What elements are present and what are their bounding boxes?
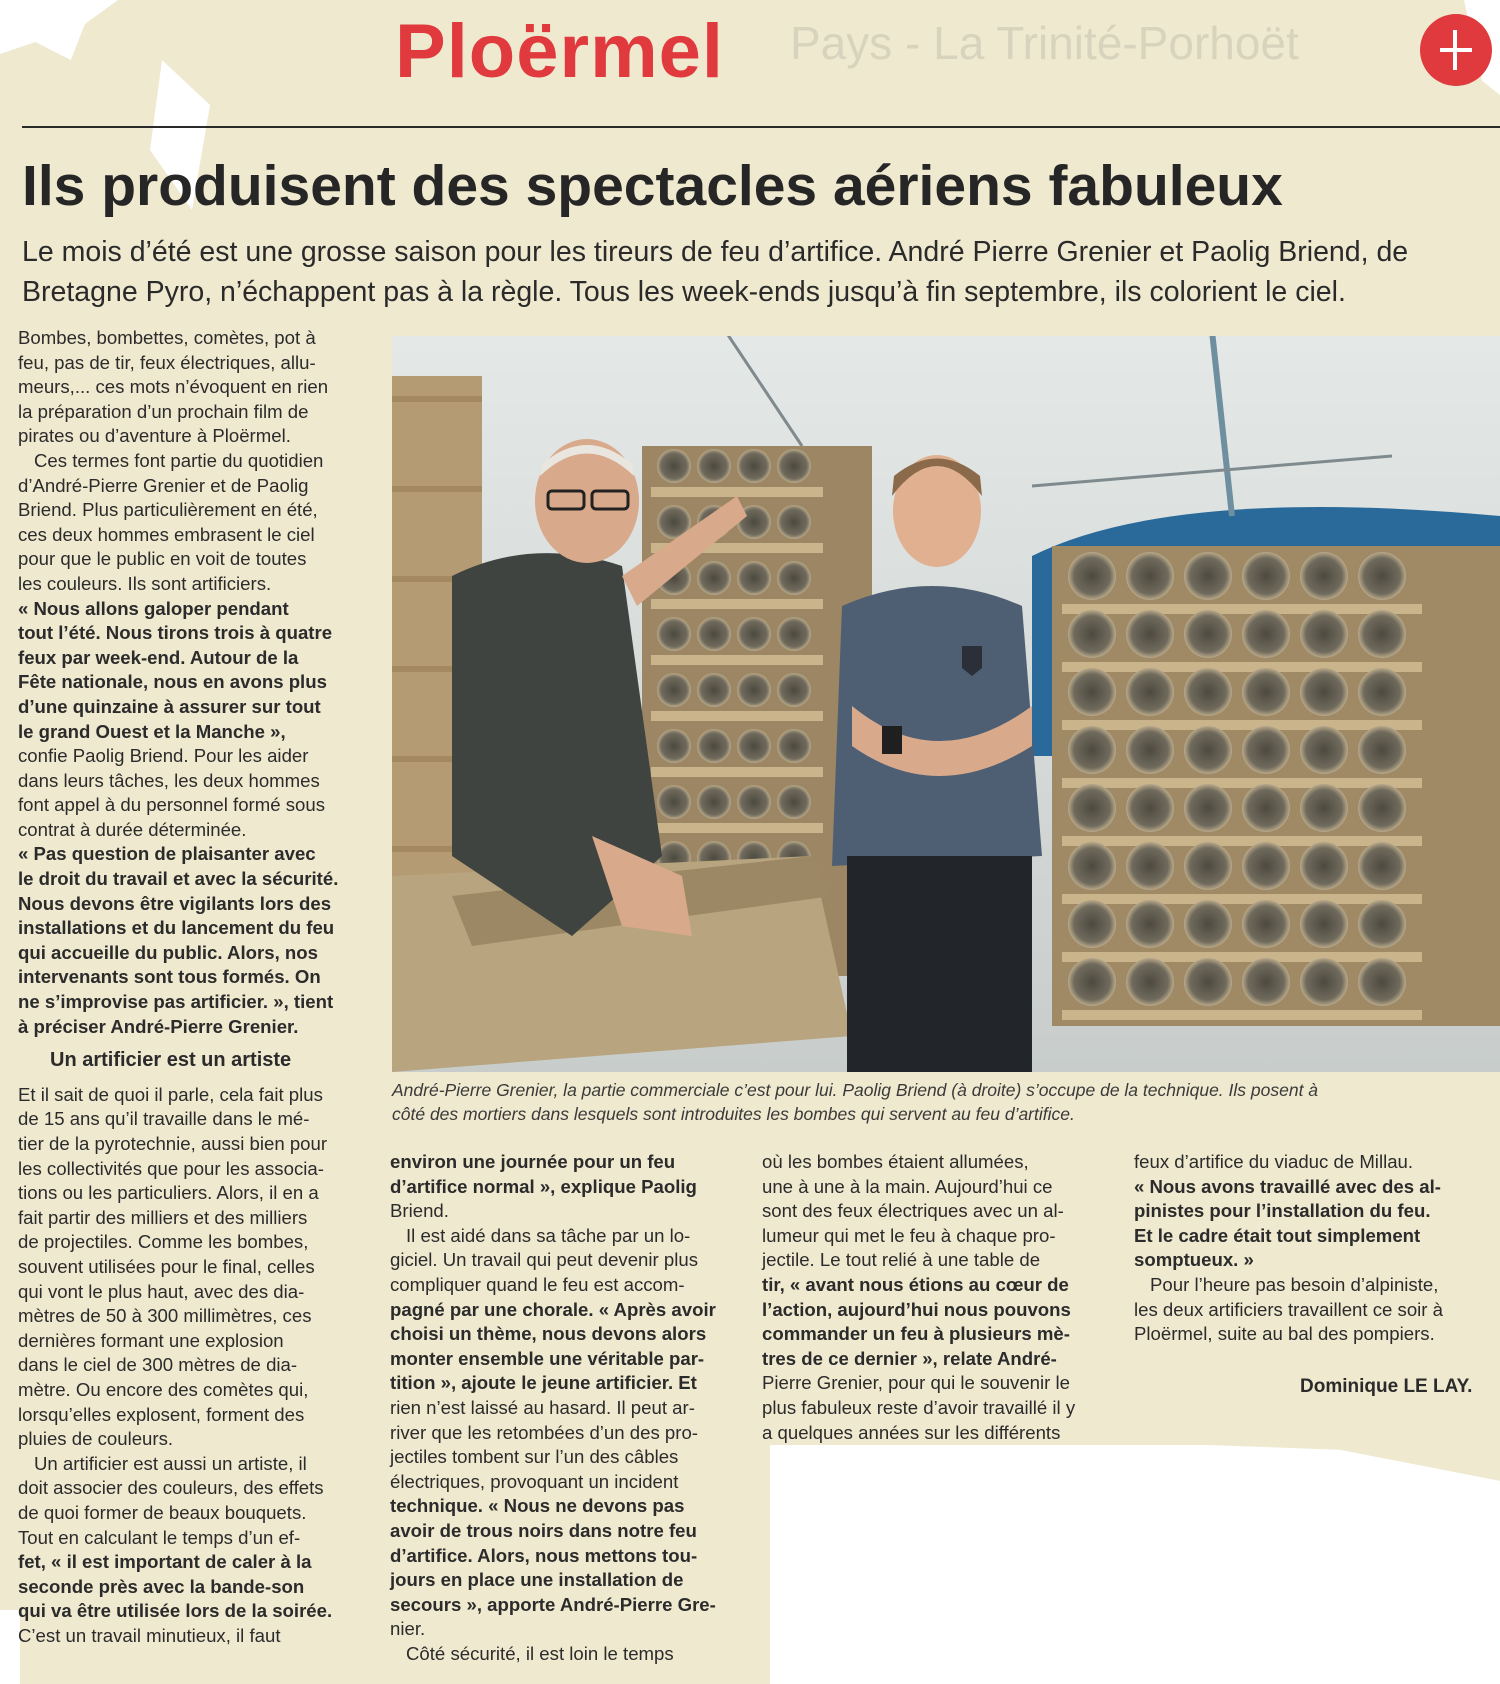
text-line: tres de ce dernier », relate André-	[762, 1347, 1057, 1369]
mortar-tube	[1184, 958, 1232, 1006]
text-line: souvent utilisées pour le final, celles	[18, 1255, 315, 1277]
lead-line: Le mois d’été est une grosse saison pour les tireurs de feu d’artifice. André Pierre Grenier et Paolig Briend, de	[22, 236, 1409, 268]
mortar-tube	[1300, 784, 1348, 832]
text-line: où les bombes étaient allumées,	[762, 1151, 1029, 1172]
text-line: environ une journée pour un feu	[390, 1151, 676, 1172]
text-line: « Pas question de plaisanter avec	[18, 843, 316, 865]
article-column-1	[18, 326, 366, 1648]
text-line: pinistes pour l’installation du feu.	[1134, 1200, 1431, 1222]
mortar-tube	[737, 785, 771, 819]
mortar-tube	[1184, 726, 1232, 774]
paragraph	[18, 744, 366, 842]
text-line: d’artifice normal », explique Paolig	[390, 1175, 697, 1197]
text-line: le droit du travail et avec la sécurité.	[18, 868, 339, 890]
bleed-through-text: Pays - La Trinité-Porhoët	[790, 17, 1299, 69]
text-line: ces deux hommes embrasent le ciel	[18, 523, 315, 545]
mortar-tube	[697, 449, 731, 483]
text-line: avoir de trous noirs dans notre feu	[390, 1519, 697, 1541]
mortar-tube	[1242, 552, 1290, 600]
subheading: Un artificier est un artiste	[50, 1049, 292, 1072]
text-line: d’artifice. Alors, nous mettons tou-	[390, 1544, 698, 1566]
mortar-tube	[1126, 552, 1174, 600]
text-line: mètres de 50 à 300 millimètres, ces	[18, 1305, 312, 1327]
text-line: de projectiles. Comme les bombes,	[18, 1231, 309, 1253]
mortar-tube	[697, 561, 731, 595]
text-line: plus fabuleux reste d’avoir travaillé il y	[762, 1396, 1076, 1418]
mortar-tube	[1184, 668, 1232, 716]
text-line: le grand Ouest et la Manche »,	[18, 720, 286, 742]
text-line: les collectivités que pour les associa-	[18, 1157, 324, 1179]
text-line: Nous devons être vigilants lors des	[18, 892, 332, 914]
quote-paragraph	[18, 842, 366, 1039]
text-line: Et le cadre était tout simplement	[1134, 1224, 1421, 1246]
text-line: Ploërmel, suite au bal des pompiers.	[1134, 1323, 1435, 1345]
article-photo	[392, 336, 1500, 1072]
text-line: nier.	[390, 1618, 426, 1640]
mortar-tube	[1358, 958, 1406, 1006]
text-line: dernières formant une explosion	[18, 1329, 284, 1351]
mortar-tube	[1242, 610, 1290, 658]
mortar-tube	[737, 673, 771, 707]
mortar-tube	[1068, 900, 1116, 948]
text-line: feux par week-end. Autour de la	[18, 646, 299, 668]
mortar-tube	[657, 673, 691, 707]
mortar-tube	[1358, 726, 1406, 774]
text-line: Bombes, bombettes, comètes, pot à	[18, 327, 316, 348]
mortar-tube	[1300, 610, 1348, 658]
mortar-tube	[737, 617, 771, 651]
mortar-tube	[1358, 668, 1406, 716]
mortar-tube	[657, 617, 691, 651]
mortar-tube	[1300, 958, 1348, 1006]
author-signature: Dominique LE LAY.	[1300, 1376, 1473, 1397]
crate-slat	[1062, 720, 1422, 730]
text-line: Pierre Grenier, pour qui le souvenir le	[762, 1372, 1070, 1394]
mortar-tube	[1126, 668, 1174, 716]
mortar-tube	[697, 785, 731, 819]
text-line: choisi un thème, nous devons alors	[390, 1323, 707, 1345]
mortar-tube	[1242, 668, 1290, 716]
mortar-tube	[737, 561, 771, 595]
text-line: ne s’improvise pas artificier. », tient	[18, 991, 334, 1013]
mortar-tube	[737, 449, 771, 483]
text-line: lorsqu’elles explosent, forment des	[18, 1403, 305, 1425]
crate-slat	[1062, 894, 1422, 904]
torn-edge	[770, 1445, 1500, 1684]
text-line: giciel. Un travail qui peut devenir plus	[390, 1249, 698, 1271]
text-line: feu, pas de tir, feux électriques, allu-	[18, 351, 316, 373]
text-line: somptueux. »	[1134, 1249, 1254, 1271]
text-line: les deux artificiers travaillent ce soir à	[1134, 1298, 1443, 1320]
mortar-tube	[777, 673, 811, 707]
text-line: secours », apporte André-Pierre Gre-	[390, 1593, 716, 1615]
crate-slat	[1062, 662, 1422, 672]
crate-slat	[1062, 778, 1422, 788]
mortar-tube	[1242, 958, 1290, 1006]
text-line: d’André-Pierre Grenier et de Paolig	[18, 474, 309, 496]
text-line: d’une quinzaine à assurer sur tout	[18, 695, 321, 717]
text-line: dans leurs tâches, les deux hommes	[18, 769, 320, 791]
text-line: C’est un travail minutieux, il faut	[18, 1624, 281, 1646]
text-line: monter ensemble une véritable par-	[390, 1347, 705, 1369]
mortar-tube	[1184, 784, 1232, 832]
text-line: Briend.	[390, 1200, 449, 1222]
mortar-tube	[1358, 900, 1406, 948]
photo-illustration	[392, 336, 1500, 1072]
text-line: pirates ou d’aventure à Ploërmel.	[18, 425, 291, 447]
crate-slat	[651, 823, 823, 833]
mortar-tube	[1358, 784, 1406, 832]
mortar-tube	[1242, 900, 1290, 948]
mortar-tube	[1300, 668, 1348, 716]
crate-slat	[1062, 604, 1422, 614]
quote-paragraph	[18, 597, 366, 745]
text-line: Fête nationale, nous en avons plus	[18, 671, 327, 693]
newspaper-logo-icon	[1420, 14, 1492, 86]
text-line: Tout en calculant le temps d’un ef-	[18, 1526, 301, 1548]
text-line: jours en place une installation de	[390, 1569, 684, 1591]
text-line: confie Paolig Briend. Pour les aider	[18, 745, 309, 767]
mortar-tube	[697, 729, 731, 763]
text-line: jectile. Le tout relié à une table de	[762, 1249, 1041, 1271]
text-line: dans le ciel de 300 mètres de dia-	[18, 1354, 298, 1376]
mortar-tube	[1184, 610, 1232, 658]
text-line: font appel à du personnel formé sous	[18, 794, 325, 816]
text-line: fait partir des milliers et des milliers	[18, 1206, 308, 1228]
mortar-tube	[1242, 842, 1290, 890]
text-line: contrat à durée déterminée.	[18, 818, 247, 840]
torn-edge	[0, 0, 118, 60]
mortar-tube	[777, 617, 811, 651]
mortar-tube	[1068, 784, 1116, 832]
text-line: l’action, aujourd’hui nous pouvons	[762, 1298, 1071, 1320]
text-line: qui va être utilisée lors de la soirée.	[18, 1600, 333, 1622]
text-line: la préparation d’un prochain film de	[18, 400, 309, 422]
mortar-tube	[1068, 958, 1116, 1006]
caption-line: côté des mortiers dans lesquels sont introduites les bombes qui servent au feu d’artifice.	[392, 1104, 1075, 1124]
mortar-tube	[1300, 900, 1348, 948]
mortar-tube	[697, 673, 731, 707]
mortar-tube	[1068, 842, 1116, 890]
text-line: installations et du lancement du feu	[18, 917, 335, 939]
article-column-2	[390, 1150, 740, 1666]
mortar-tube	[777, 505, 811, 539]
mortar-tube	[1126, 610, 1174, 658]
text-line: jectiles tombent sur l’un des câbles	[390, 1446, 679, 1468]
text-line: tions ou les particuliers. Alors, il en a	[18, 1182, 319, 1204]
text-line: Et il sait de quoi il parle, cela fait plus	[18, 1083, 323, 1105]
text-line: commander un feu à plusieurs mè-	[762, 1323, 1070, 1345]
paragraph	[18, 1083, 366, 1649]
text-line: qui accueille du public. Alors, nos	[18, 941, 318, 963]
text-line: pour que le public en voit de toutes	[18, 548, 307, 570]
mortar-tube	[1300, 726, 1348, 774]
text-line: rien n’est laissé au hasard. Il peut ar-	[390, 1396, 695, 1418]
text-line: « Nous avons travaillé avec des al-	[1134, 1175, 1441, 1197]
article-column-3	[762, 1150, 1110, 1445]
crate-slat	[651, 599, 823, 609]
text-line: pluies de couleurs.	[18, 1428, 174, 1450]
text-line: fet, « il est important de caler à la	[18, 1551, 312, 1573]
text-line: pagné par une chorale. « Après avoir	[390, 1298, 716, 1320]
mortar-tube	[777, 729, 811, 763]
mortar-tube	[777, 785, 811, 819]
text-line: seconde près avec la bande-son	[18, 1575, 305, 1597]
crate-slat	[651, 767, 823, 777]
torn-edge	[0, 1610, 20, 1684]
text-line: « Nous allons galoper pendant	[18, 597, 289, 619]
caption-line: André-Pierre Grenier, la partie commerciale c’est pour lui. Paolig Briend (à droite) s’occupe de la technique. Ils posent à	[392, 1080, 1319, 1100]
text-line: lumeur qui met le feu à chaque pro-	[762, 1224, 1056, 1246]
crate-slat	[1062, 836, 1422, 846]
mortar-tube	[1300, 842, 1348, 890]
mortar-tube	[1068, 726, 1116, 774]
photo-caption	[392, 1078, 1490, 1126]
mortar-tube	[1358, 552, 1406, 600]
mortar-tube	[777, 449, 811, 483]
mortar-tube	[697, 617, 731, 651]
mortar-tube	[737, 729, 771, 763]
section-title: Ploërmel	[395, 9, 725, 94]
text-line: intervenants sont tous formés. On	[18, 966, 321, 988]
text-line: électriques, provoquant un incident	[390, 1470, 679, 1492]
mortar-tube	[1184, 900, 1232, 948]
mortar-tube	[777, 561, 811, 595]
mortar-tube	[1184, 552, 1232, 600]
mortar-tube	[1068, 668, 1116, 716]
mortar-tube	[1126, 958, 1174, 1006]
crate-slat	[651, 655, 823, 665]
text-line: de quoi former de beaux bouquets.	[18, 1501, 307, 1523]
text-line: les couleurs. Ils sont artificiers.	[18, 572, 272, 594]
crate-slat	[651, 711, 823, 721]
text-line: Côté sécurité, il est loin le temps	[406, 1642, 674, 1664]
crate-slat	[1062, 952, 1422, 962]
text-line: feux d’artifice du viaduc de Millau.	[1134, 1151, 1414, 1172]
mortar-tube	[657, 449, 691, 483]
text-line: doit associer des couleurs, des effets	[18, 1477, 324, 1499]
text-line: une à une à la main. Aujourd’hui ce	[762, 1175, 1053, 1197]
mortar-tube	[1126, 900, 1174, 948]
mortar-tube	[1300, 552, 1348, 600]
mortar-tube	[1358, 842, 1406, 890]
crate-slat	[1062, 1010, 1422, 1020]
header-rule	[22, 126, 1500, 128]
mortar-tube	[657, 729, 691, 763]
text-line: Briend. Plus particulièrement en été,	[18, 499, 318, 521]
mortar-tube	[1126, 842, 1174, 890]
mortar-tube	[1184, 842, 1232, 890]
text-line: compliquer quand le feu est accom-	[390, 1273, 685, 1295]
crate-slat	[651, 487, 823, 497]
mortar-tube	[1126, 784, 1174, 832]
text-line: qui vont le plus haut, avec des dia-	[18, 1280, 305, 1302]
text-line: tout l’été. Nous tirons trois à quatre	[18, 622, 333, 644]
lead-line: Bretagne Pyro, n’échappent pas à la règle. Tous les week-ends jusqu’à fin septembre, ils colorient le ciel.	[22, 276, 1346, 308]
text-line: Un artificier est aussi un artiste, il	[34, 1452, 307, 1474]
article-column-4	[1134, 1150, 1484, 1347]
mortar-tube	[657, 785, 691, 819]
text-line: a quelques années sur les différents	[762, 1421, 1061, 1443]
text-line: technique. « Nous ne devons pas	[390, 1495, 685, 1517]
mortar-tube	[1068, 552, 1116, 600]
text-line: meurs,... ces mots n’évoquent en rien	[18, 376, 329, 398]
text-line: tition », ajoute le jeune artificier. Et	[390, 1372, 697, 1394]
text-line: river que les retombées d’un des pro-	[390, 1421, 698, 1443]
lead-paragraph	[22, 232, 1492, 312]
paragraph	[18, 326, 366, 597]
mortar-tube	[1358, 610, 1406, 658]
text-line: tir, « avant nous étions au cœur de	[762, 1273, 1069, 1295]
headline: Ils produisent des spectacles aériens fabuleux	[22, 154, 1283, 218]
text-line: Pour l’heure pas besoin d’alpiniste,	[1150, 1273, 1439, 1295]
text-line: sont des feux électriques avec un al-	[762, 1200, 1064, 1222]
text-line: Il est aidé dans sa tâche par un lo-	[406, 1224, 691, 1246]
text-line: de 15 ans qu’il travaille dans le mé-	[18, 1108, 310, 1130]
mortar-tube	[1242, 784, 1290, 832]
text-line: à préciser André-Pierre Grenier.	[18, 1015, 299, 1037]
mortar-tube	[1242, 726, 1290, 774]
mortar-tube	[1068, 610, 1116, 658]
text-line: tier de la pyrotechnie, aussi bien pour	[18, 1133, 328, 1154]
text-line: mètre. Ou encore des comètes qui,	[18, 1378, 309, 1400]
text-line: Ces termes font partie du quotidien	[34, 449, 324, 471]
mortar-tube	[1126, 726, 1174, 774]
